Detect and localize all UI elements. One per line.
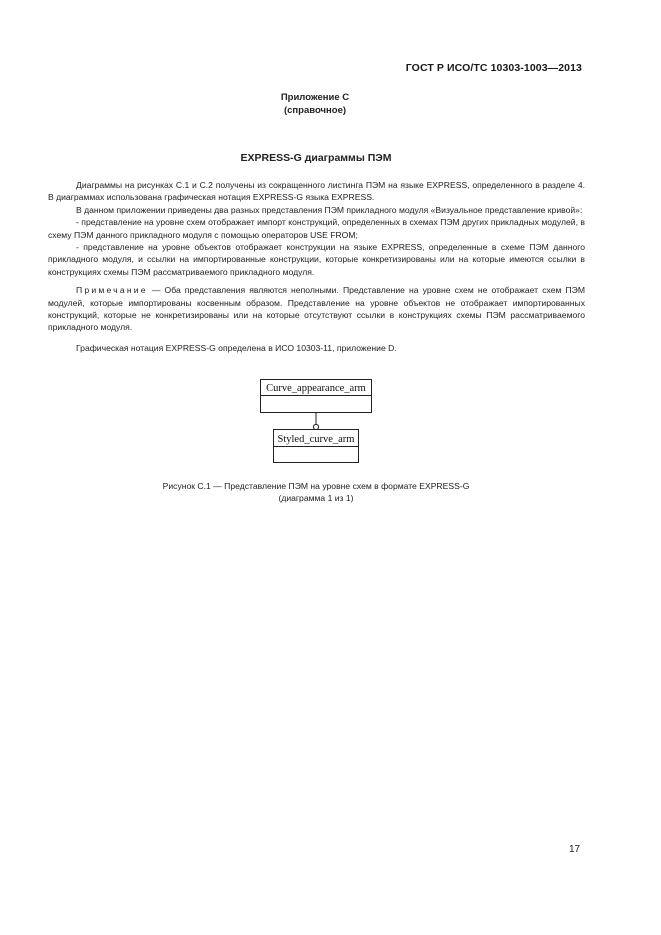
note-text: — Оба представления являются неполными. Представление на уровне схем не отображает схем ПЭМ модулей, которые импортированы косвенным образом. Представление на уровне объектов не отображает импортированных конструкций, которые не конкретизированы или на которые отсутствуют ссылки в конструкциях схемы ПЭМ рассматриваемого прикладного модуля.	[48, 285, 585, 333]
figure-caption-title: Рисунок С.1 — Представление ПЭМ на уровне схем в формате EXPRESS-G	[162, 481, 470, 491]
schema-box-curve-appearance	[261, 380, 372, 413]
body-text	[48, 179, 585, 354]
schema-box-styled-curve	[274, 430, 359, 463]
appendix-subtitle: (справочное)	[283, 105, 347, 116]
standard-header: ГОСТ Р ИСО/ТС 10303-1003—2013	[405, 62, 582, 74]
figure-caption	[0, 480, 632, 505]
use-from-connector	[313, 413, 318, 430]
paragraph-entity-level: - представление на уровне объектов отображает конструкции на языке EXPRESS, определенные в схеме ПЭМ данного прикладного модуля, и ссылки на импортированные конструкции, которые конкретизированы или на которые имеются ссылки в конструкциях схемы ПЭМ рассматриваемого прикладного модуля.	[48, 242, 585, 277]
schema-label-styled-curve: Styled_curve_arm	[277, 434, 355, 445]
paragraph-notation-reference: Графическая нотация EXPRESS-G определена в ИСО 10303-11, приложение D.	[76, 342, 397, 353]
appendix-heading	[0, 91, 630, 117]
diagram-svg	[0, 376, 661, 471]
paragraph-schema-level: - представление на уровне схем отображает импорт конструкций, определенных в схемах ПЭМ других прикладных модулей, в схему ПЭМ данного прикладного модуля с помощью операторов USE FROM;	[48, 217, 585, 240]
appendix-title: Приложение С	[280, 92, 350, 103]
paragraph-representations: В данном приложении приведены два разных представления ПЭМ прикладного модуля «Визуальное представление кривой»:	[76, 204, 583, 215]
connector-circle-icon	[313, 424, 318, 429]
schema-label-curve-appearance: Curve_appearance_arm	[266, 383, 366, 394]
paragraph-intro: Диаграммы на рисунках С.1 и С.2 получены из сокращенного листинга ПЭМ на языке EXPRESS, определенного в разделе 4. В диаграммах использована графическая нотация EXPRESS-G языка EXPRESS.	[48, 180, 585, 203]
express-g-diagram	[0, 376, 661, 476]
section-title: EXPRESS-G диаграммы ПЭМ	[240, 152, 392, 164]
page-number: 17	[569, 844, 581, 855]
note-label: Примечание	[76, 285, 148, 296]
figure-caption-subtitle: (диаграмма 1 из 1)	[278, 493, 354, 504]
paragraph-note	[48, 284, 585, 334]
